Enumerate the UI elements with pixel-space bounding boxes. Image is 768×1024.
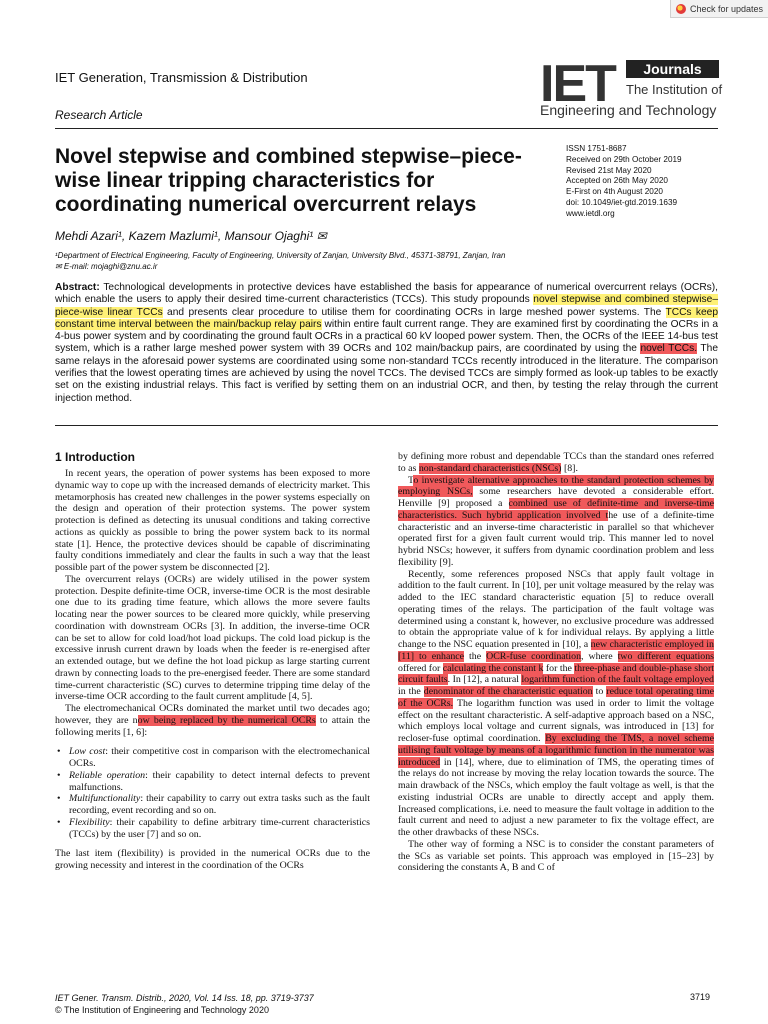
highlight-red: novel TCCs. <box>640 343 698 355</box>
paragraph-text: Recently, some references proposed NSCs that apply fault voltage in addition to the fault current. In [10], per unit voltage measured by the relay was added to the IEC standard characteristic equation [5] to reduce overall operating times of the relays. The participation of the fault voltage was determined using a constant k, however, no exclusive procedure was addressed to obtain the appropriate value of k for individual relays. By applying a little change to the NSC equation presented in [10], a <box>398 568 714 650</box>
highlight-red: two different equations <box>617 650 714 662</box>
abstract-label: Abstract: <box>55 282 100 293</box>
paragraph: In recent years, the operation of power systems has been exposed to more dynamic way to cope up with the increased demands of electricity market. This metamorphosis has created new challenges in the power systems especially on the design and operation of their protection systems. The power system protection is defined as detecting its unusual conditions and taking corrective actions as quickly as possible to bring the power system back to its normal state [1]. Hence, the protective devices should be capable of discriminating faulty conditions immediately and clear the faults in such a way that the least possible part of the power system be disconnected [2]. <box>55 468 370 573</box>
merits-list <box>55 746 370 840</box>
highlight-red: new characteristic employed in [11] to enhance <box>398 639 714 662</box>
abstract-text: and presents clear procedure to utilise them for coordinating OCRs in large meshed power systems. The <box>162 306 666 318</box>
highlight-red: non-standard characteristics (NSCs) <box>418 462 562 474</box>
paragraph <box>398 451 714 475</box>
paragraph-text: he use of a definite-time characteristic and an inverse-time characteristic in parallel so that whichever operated first for a given fault current would trip. This manner led to novel hybrid NSCs; however, it suffers from dynamic coordination problem and less flexibility [9]. <box>398 509 714 568</box>
logo-iet-text: IET <box>540 55 615 113</box>
highlight-yellow: TCCs keep constant time interval between the main/backup relay pairs <box>55 306 719 330</box>
list-item-text: : their capability to carry out extra tasks such as the fault recording, event recording and so on. <box>69 793 370 816</box>
right-column <box>398 451 714 874</box>
footer-copyright: © The Institution of Engineering and Technology 2020 <box>55 1005 269 1015</box>
list-item <box>55 817 370 841</box>
paragraph-text: in the <box>398 686 424 697</box>
paragraph: The other way of forming a NSC is to consider the constant parameters of the SCs as variable set points. This approach was employed in [15–23] by considering the constants A, B and C of <box>398 838 714 874</box>
paragraph-text: offered for <box>398 662 443 674</box>
section-heading-introduction: 1 Introduction <box>55 450 135 464</box>
paragraph-text: , where <box>581 650 618 662</box>
highlight-red: logarithm function of the fault voltage employed <box>521 674 714 686</box>
efirst-date: E-First on 4th August 2020 <box>566 187 663 197</box>
affiliation: ¹Department of Electrical Engineering, Faculty of Engineering, University of Zanjan, University Blvd., 45371-38791, Zanjan, Iran <box>55 251 506 260</box>
page-number: 3719 <box>690 992 711 1002</box>
logo-institution-line2: Engineering and Technology <box>540 102 717 118</box>
highlight-red: denominator of the characteristic equation <box>423 686 593 697</box>
paragraph: The last item (flexibility) is provided in the numerical OCRs due to the growing necessity and interest in the coordination of the OCRs <box>55 848 370 871</box>
list-item-term: Multifunctionality <box>69 793 141 805</box>
crossmark-icon <box>676 4 686 14</box>
issn: ISSN 1751-8687 <box>566 144 627 153</box>
paragraph-text: The logarithm function was used in order to limit the voltage effect on the resultant characteristic. A self-adaptive approach based on a NSC, which employs local voltage and current signals, was introduced in [13] for recloser-fuse optimal coordination. <box>398 697 715 744</box>
article-type: Research Article <box>55 108 143 122</box>
list-item-text: : their capability to define arbitrary time-current characteristics (TCCs) by the user [7] and so on. <box>69 816 370 840</box>
highlight-red: OCR-fuse coordination <box>486 650 582 662</box>
left-column <box>55 468 370 872</box>
accepted-date: Accepted on 26th May 2020 <box>566 176 668 186</box>
abstract-text: The same relays in the aforesaid power systems are coordinated using some non-standard TCCs recently introduced in the literature. The comparison verifies that the lowest operating times are achieved by using the novel TCCs. The devised TCCs are simply formed as look-up tables to be exactly set on the existing industrial relays. This fact is verified by setting them on an industrial OCR, and then, by testing the relay through the current injection method. <box>55 343 718 404</box>
author-list: Mehdi Azari¹, Kazem Mazlumi¹, Mansour Ojaghi¹ ✉ <box>55 229 327 243</box>
paragraph <box>398 475 714 569</box>
paragraph-text: by defining more robust and dependable TCCs than the standard ones referred to as <box>398 451 714 474</box>
check-updates-label: Check for updates <box>690 3 764 14</box>
paragraph-text: the <box>464 650 487 662</box>
list-item-term: Reliable operation <box>69 769 146 781</box>
abstract-text: Technological developments in protective devices have established the basis for appearance of numerical overcurrent relays (OCRs), which enable the users to apply their desired time-current characteristics (TCCs). This study propounds <box>55 282 718 306</box>
highlight-red: three-phase and double-phase short circuit faults <box>398 662 714 686</box>
list-item-term: Flexibility <box>69 816 110 828</box>
paragraph <box>55 703 370 738</box>
highlight-red: calculating the constant k <box>442 662 544 674</box>
paper-title: Novel stepwise and combined stepwise–piece-wise linear tripping characteristics for coordinating numerical overcurrent relays <box>55 145 522 216</box>
list-item <box>55 746 370 770</box>
iet-logo <box>540 55 723 120</box>
paragraph-text: some researchers have devoted a considerable effort. Henville [9] proposed a <box>398 486 715 509</box>
footer-citation-block <box>55 992 314 1016</box>
affiliation-block <box>55 250 505 272</box>
paragraph-text: T <box>408 474 414 486</box>
list-item <box>55 793 370 817</box>
paragraph-text: in [14], where, due to elimination of TMS, the operating times of the relays do not increase by moving the relay location towards the source. The main drawback of the NSCs, which employ the fault voltage as well, is that the existing industrial OCRs are unable to directly accept and apply them. Increased complications, i.e. need to measure the fault voltage in addition to the fault current and need to adjust a new parameter to fix the voltage effect, are the other drawbacks of these NSCs. <box>398 756 714 838</box>
paragraph: The overcurrent relays (OCRs) are widely utilised in the power system protection. Despite definite-time OCR, inverse-time OCR is the most desirable one due to its grading time feature, which allows the more severe faults locating near the power sources to be cleared more quickly, while preserving coordination with downstream OCRs [3]. In addition, the inverse-time OCR can be set to allow for cold load/hot load pickups. The cold load pickup is the excessive inrush current drawn by loads when the feeder is re-energised after an extended outage, but we define the hot load pickup as large starting current drawn by connecting loads to the pre-energised feeder. There are some standard time-current characteristic (SC) curves to determine tripping time delay of the inverse-time OCR according to the fault current amplitude [4, 5]. <box>55 573 370 703</box>
highlight-red: By excluding the TMS, a novel scheme utilising fault voltage by means of a logarithmic function in the numerator was introduced <box>398 733 715 768</box>
paragraph-text: [8]. <box>561 462 578 474</box>
highlight-red: ow being replaced by the numerical OCRs <box>137 714 316 726</box>
logo-institution-line1: The Institution of <box>626 82 723 97</box>
list-item-text: : their competitive cost in comparison with the electromechanical OCRs. <box>69 746 370 769</box>
highlight-yellow: novel stepwise and combined stepwise–piece-wise linear TCCs <box>55 294 718 318</box>
paragraph <box>398 569 714 839</box>
list-item <box>55 770 370 794</box>
revised-date: Revised 21st May 2020 <box>566 165 652 175</box>
list-item-term: Low cost <box>69 746 106 758</box>
received-date: Received on 29th October 2019 <box>566 154 682 164</box>
highlight-red: o investigate alternative approaches to the standard protection schemes by employing NSCs, <box>398 474 714 498</box>
highlight-red: combined use of definite-time and inverse-time characteristics. Such hybrid application involved t <box>398 498 714 521</box>
list-item-text: : their capability to detect internal defects to prevent malfunctions. <box>69 769 370 793</box>
abstract <box>55 282 718 405</box>
paragraph-text: . In [12], a natural <box>447 674 522 686</box>
doi-link[interactable]: doi: 10.1049/iet-gtd.2019.1639 <box>566 197 678 207</box>
check-for-updates-button[interactable] <box>670 0 768 18</box>
abstract-divider <box>55 425 718 426</box>
highlight-red: reduce total operating time of the OCRs. <box>398 686 714 709</box>
website-link[interactable]: www.ietdl.org <box>566 208 615 218</box>
paragraph-text: to <box>592 686 607 697</box>
paragraph-text: to attain the following merits [1, 6]: <box>55 714 370 738</box>
journal-name: IET Generation, Transmission & Distribution <box>55 70 308 85</box>
paragraph-text: for the <box>543 662 575 674</box>
email-link[interactable]: ✉ E-mail: mojaghi@znu.ac.ir <box>55 262 158 271</box>
footer-citation: IET Gener. Transm. Distrib., 2020, Vol. 14 Iss. 18, pp. 3719-3737 <box>55 993 314 1003</box>
paragraph-text: The electromechanical OCRs dominated the market until two decades ago; however, they are n <box>55 703 370 726</box>
publication-metadata <box>566 144 682 220</box>
abstract-text: within entire fault current range. They are examined first by coordinating the OCRs in a 4-bus power system and by coordinating the ground fault OCRs in a practical 60 kV looped power system. Then, the OCRs of the IEEE 14-bus test system, which is a rather large meshed power system with 39 OCRs and 102 main/backup pairs, are coordinated by using the <box>55 318 719 355</box>
header-divider <box>55 128 718 129</box>
logo-journals-text: Journals <box>626 60 719 78</box>
